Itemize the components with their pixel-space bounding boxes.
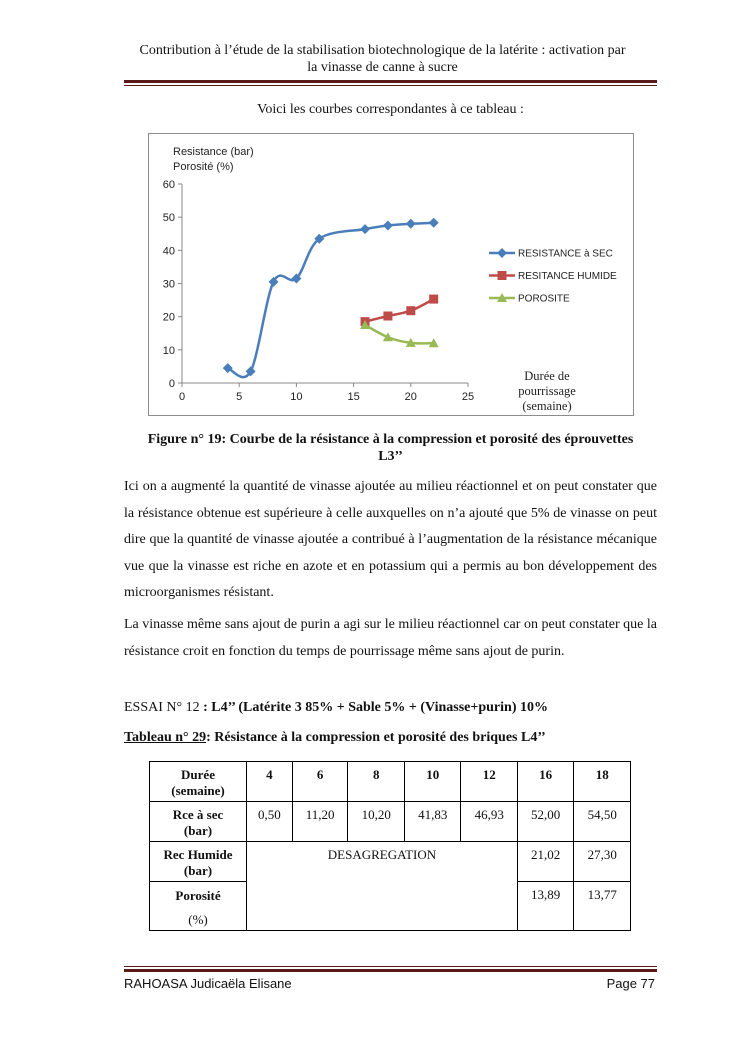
row-header-porosite bbox=[150, 882, 247, 931]
paragraph-1: Ici on a augmenté la quantité de vinasse ajoutée au milieu réactionnel et on peut constater que la résistance obtenue est supérieure à celle auxquelles on n’a ajouté que 5% de vinasse on peut dire que la quantité de vinasse ajoutée a contribué à l’augmentation de la résistance mécanique vue que la vinasse est riche en azote et en potassium qui a permis au bon développement des microorganismes résistant. bbox=[124, 479, 657, 600]
axis-ticks bbox=[163, 179, 474, 403]
y-tick-label: 40 bbox=[162, 245, 175, 258]
chart bbox=[148, 133, 634, 416]
legend-label: RESISTANCE à SEC bbox=[518, 248, 613, 260]
data-point bbox=[406, 306, 415, 315]
series-1 bbox=[223, 218, 439, 377]
duration-cell: 18 bbox=[574, 762, 631, 802]
intro-text: Voici les courbes correspondantes à ce tableau : bbox=[257, 102, 524, 117]
duration-cell: 16 bbox=[517, 762, 573, 802]
y-tick-label: 50 bbox=[162, 212, 175, 225]
row-header-duration bbox=[150, 762, 247, 802]
row-header-rec-humide-b: (bar) bbox=[183, 863, 213, 878]
y-tick-label: 10 bbox=[162, 344, 175, 357]
essai-heading bbox=[124, 700, 548, 716]
x-axis-label-line-3: (semaine) bbox=[522, 399, 572, 413]
duration-cell: 12 bbox=[461, 762, 517, 802]
footer-rule-thick bbox=[124, 969, 657, 972]
data-point bbox=[406, 219, 416, 229]
y-tick-label: 20 bbox=[162, 311, 175, 324]
row-header-rce-sec bbox=[150, 802, 247, 842]
y-tick-label: 60 bbox=[162, 179, 175, 191]
results-table bbox=[149, 761, 631, 931]
y-tick-label: 0 bbox=[168, 378, 175, 390]
rce-sec-cell: 46,93 bbox=[461, 802, 517, 842]
header-rule-thick bbox=[124, 80, 657, 83]
legend-label: POROSITE bbox=[518, 293, 570, 305]
row-header-rce-sec-b: (bar) bbox=[183, 823, 213, 838]
footer-author: RAHOASA Judicaëla Elisane bbox=[124, 976, 292, 991]
table-row-rce-sec bbox=[150, 802, 631, 842]
x-axis-label-line-1: Durée de bbox=[524, 369, 570, 383]
footer-page-number: Page 77 bbox=[606, 976, 655, 991]
series-line bbox=[365, 299, 434, 322]
series-2 bbox=[361, 295, 439, 327]
x-axis-label-line-2: pourrissage bbox=[518, 384, 576, 398]
essai-prefix: ESSAI N° 12 bbox=[124, 700, 204, 715]
porosite-cell: 13,77 bbox=[574, 882, 631, 931]
figure-caption-line-1: Figure n° 19: Courbe de la résistance à la compression et porosité des éprouvettes bbox=[147, 432, 634, 447]
rce-sec-cell: 11,20 bbox=[292, 802, 348, 842]
data-point bbox=[383, 312, 392, 321]
table-title-text: : Résistance à la compression et porosité des briques L4’’ bbox=[206, 730, 546, 745]
legend-marker bbox=[498, 271, 507, 280]
running-header-line-1: Contribution à l’étude de la stabilisation biotechnologique de la latérite : activation par bbox=[139, 43, 626, 58]
y-tick-label: 30 bbox=[162, 278, 175, 291]
x-tick-label: 10 bbox=[290, 391, 303, 403]
rec-humide-cell: 21,02 bbox=[517, 842, 573, 882]
running-header bbox=[110, 42, 655, 76]
data-point bbox=[360, 224, 370, 234]
data-point bbox=[429, 295, 438, 304]
rce-sec-cell: 0,50 bbox=[247, 802, 293, 842]
table-number: Tableau n° 29 bbox=[124, 730, 207, 745]
duration-cell: 4 bbox=[247, 762, 293, 802]
series-group bbox=[223, 218, 439, 377]
legend-marker bbox=[497, 248, 507, 258]
y-axis-label-line-2: Porosité (%) bbox=[173, 161, 234, 173]
x-tick-label: 20 bbox=[404, 391, 417, 403]
header-rule-thin bbox=[124, 85, 657, 86]
row-header-porosite-a: Porosité bbox=[175, 888, 221, 903]
rce-sec-cell: 54,50 bbox=[574, 802, 631, 842]
table-title bbox=[124, 730, 546, 746]
row-header-rec-humide bbox=[150, 842, 247, 882]
rce-sec-cell: 52,00 bbox=[517, 802, 573, 842]
data-point bbox=[383, 220, 393, 230]
series-line bbox=[365, 325, 434, 343]
row-header-porosite-b: (%) bbox=[188, 912, 208, 927]
x-tick-label: 25 bbox=[461, 391, 475, 403]
series-3 bbox=[360, 320, 439, 347]
duration-cell: 8 bbox=[348, 762, 404, 802]
table-row-duration bbox=[150, 762, 631, 802]
footer-rule-thin bbox=[124, 966, 657, 967]
paragraph-2: La vinasse même sans ajout de purin a agi sur le milieu réactionnel car on peut constater que la résistance croit en fonction du temps de pourrissage même sans ajout de purin. bbox=[124, 617, 657, 659]
legend-label: RESITANCE HUMIDE bbox=[518, 271, 617, 282]
duration-cell: 6 bbox=[292, 762, 348, 802]
essai-description: : L4’’ (Latérite 3 85% + Sable 5% + (Vinasse+purin) 10% bbox=[203, 700, 548, 715]
rce-sec-cell: 41,83 bbox=[404, 802, 460, 842]
figure-caption bbox=[124, 431, 657, 465]
desagregation-cell: DESAGREGATION bbox=[247, 842, 518, 931]
data-point bbox=[429, 218, 439, 228]
porosite-cell: 13,89 bbox=[517, 882, 573, 931]
rce-sec-cell: 10,20 bbox=[348, 802, 404, 842]
x-tick-label: 15 bbox=[347, 391, 360, 403]
figure-caption-line-2: L3’’ bbox=[378, 449, 403, 464]
y-axis-label-line-1: Resistance (bar) bbox=[173, 146, 254, 158]
running-header-line-2: la vinasse de canne à sucre bbox=[307, 60, 458, 75]
table-row-rec-humide bbox=[150, 842, 631, 882]
duration-cell: 10 bbox=[404, 762, 460, 802]
x-tick-label: 0 bbox=[178, 391, 186, 403]
row-header-rce-sec-a: Rce à sec bbox=[172, 807, 224, 822]
row-header-duration-b: (semaine) bbox=[171, 783, 225, 798]
series-line bbox=[228, 223, 434, 377]
chart-svg bbox=[149, 134, 633, 415]
legend bbox=[489, 248, 617, 305]
row-header-rec-humide-a: Rec Humide bbox=[163, 847, 233, 862]
rec-humide-cell: 27,30 bbox=[574, 842, 631, 882]
x-tick-label: 5 bbox=[236, 391, 243, 403]
row-header-duration-a: Durée bbox=[181, 767, 215, 782]
